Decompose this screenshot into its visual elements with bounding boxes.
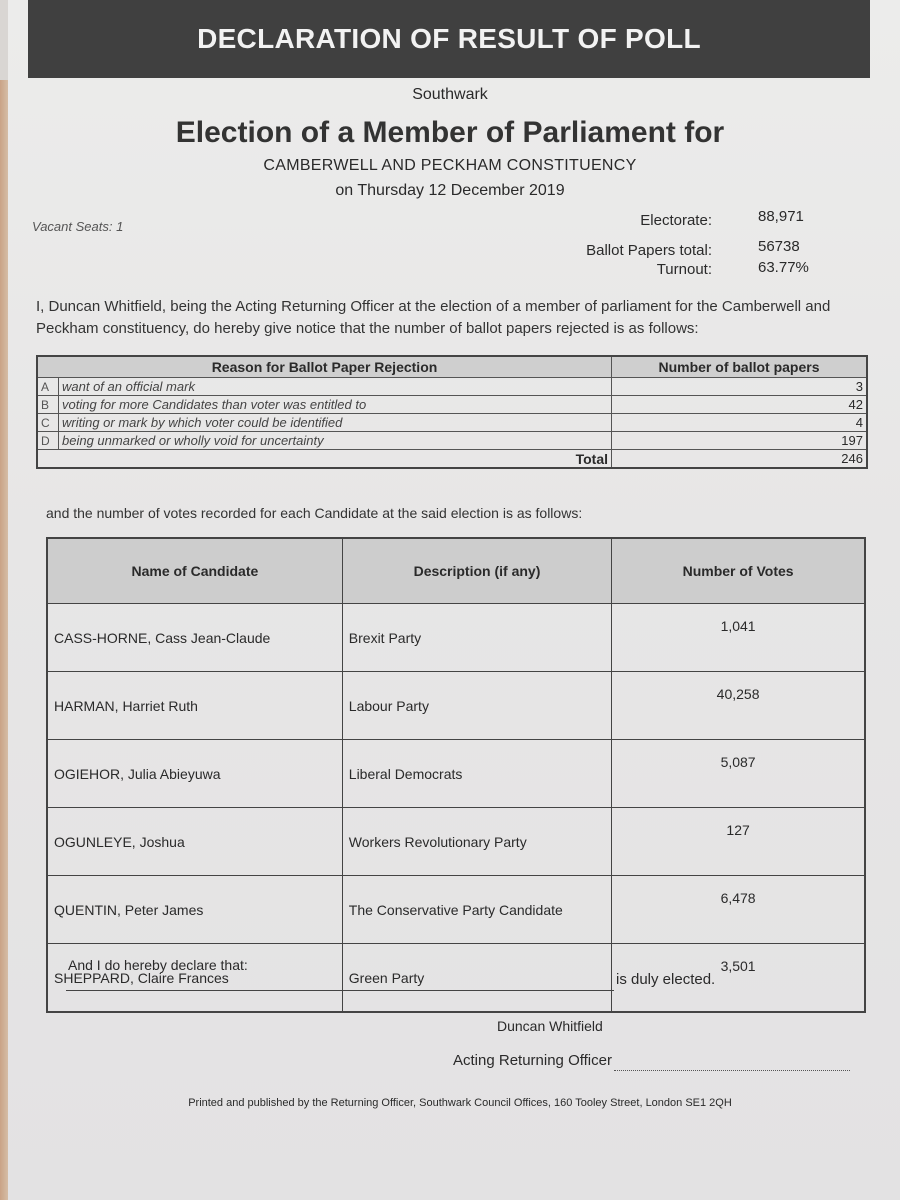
- rejection-count: 4: [612, 414, 868, 432]
- electorate-value: 88,971: [758, 208, 804, 225]
- table-row: [37, 396, 867, 414]
- candidate-votes: 5,087: [612, 740, 865, 808]
- table-row: [37, 432, 867, 450]
- candidate-name: SHEPPARD, Claire Frances: [47, 944, 342, 1013]
- candidate-description: Brexit Party: [342, 604, 611, 672]
- turnout-label: Turnout:: [656, 261, 712, 278]
- candidate-name: OGIEHOR, Julia Abieyuwa: [47, 740, 342, 808]
- electorate-label: Electorate:: [640, 212, 712, 229]
- table-row: [47, 876, 865, 944]
- candidate-votes: 40,258: [612, 672, 865, 740]
- declaration-suffix: is duly elected.: [616, 971, 716, 988]
- candidate-votes: 6,478: [612, 876, 865, 944]
- rejection-total: 246: [612, 450, 868, 469]
- candidate-name: OGUNLEYE, Joshua: [47, 808, 342, 876]
- table-row: [47, 672, 865, 740]
- banner-title: DECLARATION OF RESULT OF POLL: [197, 23, 701, 54]
- rejection-count: 3: [612, 378, 868, 396]
- rejection-count-header: Number of ballot papers: [612, 356, 868, 378]
- rejection-code: C: [37, 414, 59, 432]
- table-row: [47, 604, 865, 672]
- rejection-code: A: [37, 378, 59, 396]
- rejection-reason: want of an official mark: [59, 378, 612, 396]
- election-heading: Election of a Member of Parliament for: [175, 116, 725, 149]
- rejection-table: [36, 355, 868, 469]
- rejection-reason: being unmarked or wholly void for uncertainty: [59, 432, 612, 450]
- rejection-code: B: [37, 396, 59, 414]
- candidate-votes-header: Number of Votes: [612, 538, 865, 604]
- candidate-description: Liberal Democrats: [342, 740, 611, 808]
- table-row: [47, 740, 865, 808]
- table-row: [47, 944, 865, 1013]
- candidate-name: CASS-HORNE, Cass Jean-Claude: [47, 604, 342, 672]
- rejection-total-row: [37, 450, 867, 469]
- candidate-description: Green Party: [342, 944, 611, 1013]
- rejection-reason-header: Reason for Ballot Paper Rejection: [37, 356, 612, 378]
- rejection-total-label: Total: [37, 450, 612, 469]
- vacant-seats: Vacant Seats: 1: [32, 219, 124, 234]
- officer-name: Duncan Whitfield: [497, 1018, 603, 1034]
- signature-line: [614, 1070, 850, 1071]
- candidate-votes: 3,501: [612, 944, 865, 1013]
- candidates-table: [46, 537, 866, 1013]
- rejection-notice: I, Duncan Whitfield, being the Acting Returning Officer at the election of a member of parliament for the Camberwell and Peckham constituency, do hereby give notice that the number of ballot papers rejected is as follows:: [36, 298, 831, 337]
- candidate-description-header: Description (if any): [342, 538, 611, 604]
- votes-intro: and the number of votes recorded for each Candidate at the said election is as follows:: [46, 505, 583, 521]
- rejection-header-row: [37, 356, 867, 378]
- rejection-count: 42: [612, 396, 868, 414]
- election-date: on Thursday 12 December 2019: [335, 182, 565, 199]
- candidate-description: Labour Party: [342, 672, 611, 740]
- candidate-name-header: Name of Candidate: [47, 538, 342, 604]
- candidate-description: The Conservative Party Candidate: [342, 876, 611, 944]
- imprint: Printed and published by the Returning Officer, Southwark Council Offices, 160 Tooley Street, London SE1 2QH: [188, 1097, 732, 1109]
- officer-role: Acting Returning Officer: [453, 1052, 612, 1069]
- candidate-votes: 1,041: [612, 604, 865, 672]
- candidate-votes: 127: [612, 808, 865, 876]
- rejection-reason: voting for more Candidates than voter was entitled to: [59, 396, 612, 414]
- elected-name-line: [66, 990, 614, 991]
- candidate-name: HARMAN, Harriet Ruth: [47, 672, 342, 740]
- table-row: [47, 808, 865, 876]
- ballot-papers-value: 56738: [758, 238, 800, 255]
- constituency-name: CAMBERWELL AND PECKHAM CONSTITUENCY: [263, 157, 637, 174]
- table-row: [37, 414, 867, 432]
- document-banner: [28, 0, 870, 78]
- declaration-intro: And I do hereby declare that:: [68, 957, 248, 973]
- rejection-count: 197: [612, 432, 868, 450]
- table-row: [37, 378, 867, 396]
- ballot-papers-label: Ballot Papers total:: [586, 242, 712, 259]
- candidates-header-row: [47, 538, 865, 604]
- rejection-reason: writing or mark by which voter could be identified: [59, 414, 612, 432]
- turnout-value: 63.77%: [758, 259, 809, 276]
- candidate-name: QUENTIN, Peter James: [47, 876, 342, 944]
- borough-name: Southwark: [412, 86, 488, 103]
- candidate-description: Workers Revolutionary Party: [342, 808, 611, 876]
- rejection-code: D: [37, 432, 59, 450]
